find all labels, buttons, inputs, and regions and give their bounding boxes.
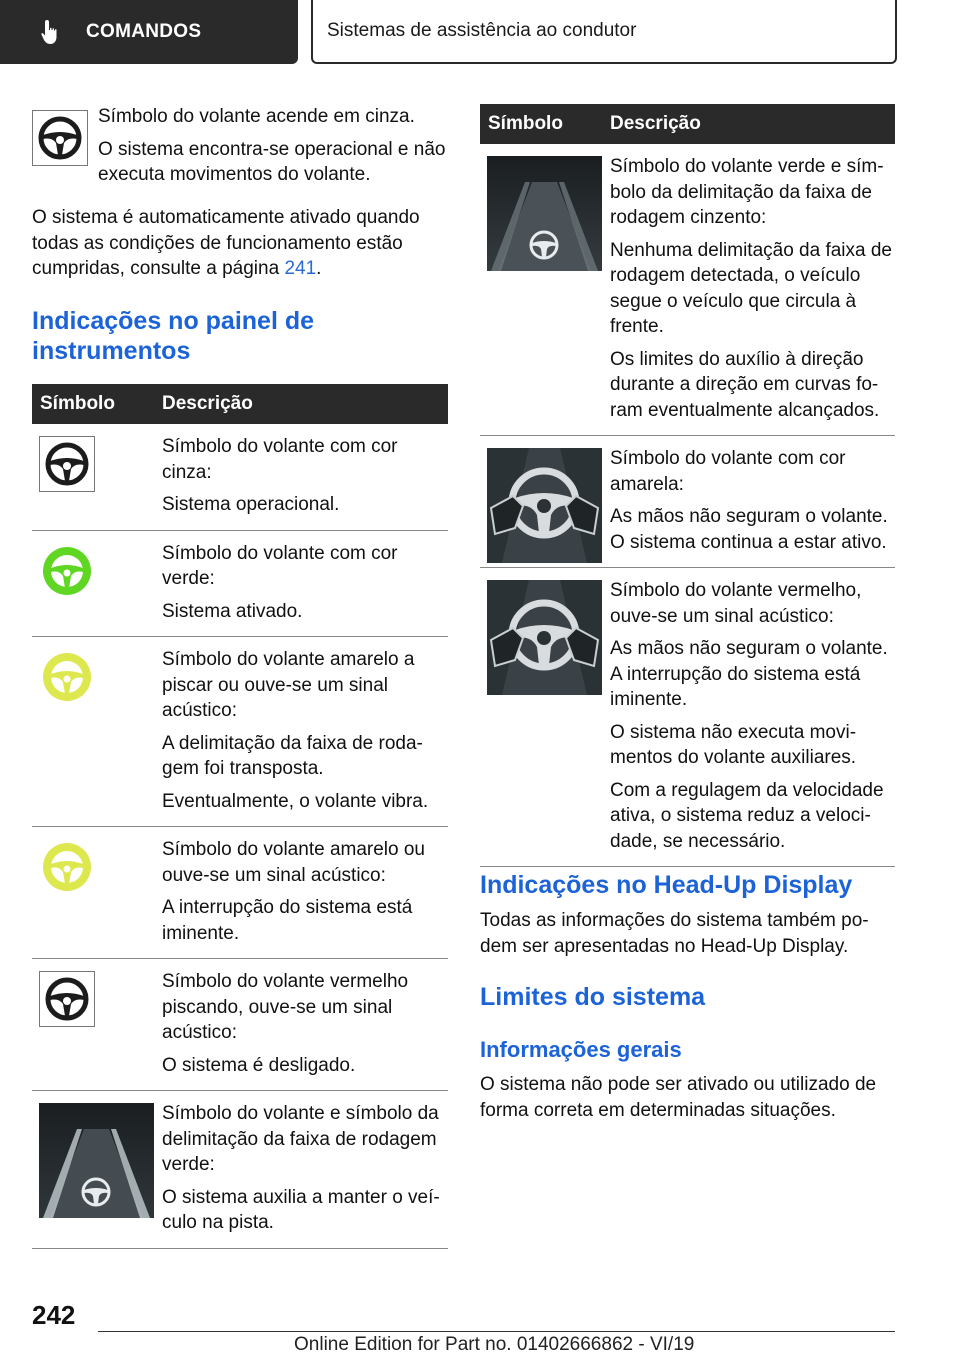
chapter-label: Sistemas de assistência ao condutor [327,20,637,41]
intro-icon-line: Símbolo do volante acende em cinza. [98,106,415,127]
hands-on-wheel-display-icon [487,580,602,695]
table-row [480,436,895,568]
table-row [480,568,895,867]
table-row [480,144,895,436]
steering-wheel-grey-icon [32,110,88,171]
row-text: Sistema ativado. [162,600,303,622]
steering-wheel-green-icon [39,543,95,599]
intro-paragraph-end: . [316,258,322,279]
row-text: Símbolo do volante com cor verde: [162,542,398,589]
row-text: Símbolo do volante verde e sím- bolo da delimitação da faixa de rodagem cinzento: [610,156,884,228]
section-label: COMANDOS [86,21,202,42]
page-link[interactable]: 241 [284,258,317,279]
row-text: A interrupção do sistema está iminente. [162,897,413,944]
subsection-title-general: Informações gerais [480,1037,682,1062]
row-text: Sistema operacional. [162,494,340,515]
row-text: Os limites do auxílio à direção durante a direção em curvas fo- ram eventualmente alcançados. [610,348,880,421]
limits-text: O sistema não pode ser ativado ou utilizado de forma correta em determinadas situações. [480,1074,877,1121]
column-header-description: Descrição [602,104,895,144]
row-text: Símbolo do volante com cor cinza: [162,436,398,483]
steering-wheel-yellow-icon [39,839,95,895]
row-text: Símbolo do volante amarelo ou ouve-se um sinal acústico: [162,839,425,886]
hud-text: Todas as informações do sistema também po- dem ser apresentadas no Head-Up Display. [480,910,869,957]
column-header-symbol: Símbolo [480,104,602,144]
row-text: O sistema auxilia a manter o veí- culo na pista. [162,1186,440,1233]
footer-edition: Online Edition for Part no. 01402666862 - VI/19 [294,1334,695,1355]
row-text: As mãos não seguram o volante. A interrupção do sistema está iminente. [610,638,888,710]
table-row [32,1091,448,1249]
intro-icon-description: O sistema encontra-se operacional e não executa movimentos do volante. [98,138,446,185]
row-text: Símbolo do volante vermelho piscando, ouve-se um sinal acústico: [162,971,409,1043]
lane-steering-display-icon [39,1103,154,1218]
row-text: As mãos não seguram o volante. O sistema continua a estar ativo. [610,506,888,553]
instrument-indicators-table [32,384,448,1249]
row-text: Nenhuma delimitação da faixa de rodagem detectada, o veículo segue o veículo que circula à frente. [610,239,893,337]
row-text: Eventualmente, o volante vibra. [162,790,429,812]
column-header-symbol: Símbolo [32,384,154,424]
table-row [32,637,448,827]
row-text: O sistema não executa movi- mentos do volante auxiliares. [610,721,857,768]
row-text: Símbolo do volante e símbolo da delimitação da faixa de rodagem verde: [162,1103,439,1175]
table-row [32,530,448,637]
steering-wheel-yellow-icon [39,649,95,705]
intro-paragraph-text: O sistema é automaticamente ativado quando todas as condições de funcionamento estão cumpridas, consulte a página [32,207,420,279]
hand-pointer-icon [40,18,64,46]
hands-on-wheel-display-icon [487,448,602,563]
row-text: O sistema é desligado. [162,1054,356,1076]
page-number: 242 [32,1300,76,1330]
section-title-instruments: Indicações no painel de instrumentos [32,307,315,365]
section-title-limits: Limites do sistema [480,983,706,1011]
display-indicators-table [480,104,895,867]
lane-grey-display-icon [487,156,602,271]
row-text: Símbolo do volante amarelo a piscar ou ouve-se um sinal acústico: [162,649,415,721]
steering-wheel-grey-icon [39,971,95,1027]
table-row [32,424,448,530]
section-title-hud: Indicações no Head-Up Display [480,871,853,899]
row-text: Símbolo do volante vermelho, ouve-se um sinal acústico: [610,580,862,627]
row-text: Com a regulagem da velocidade ativa, o sistema reduz a veloci- dade, se necessário. [610,779,884,852]
row-text: Símbolo do volante com cor amarela: [610,448,846,495]
row-text: A delimitação da faixa de roda- gem foi transposta. [162,732,423,779]
table-row [32,827,448,959]
intro-paragraph [32,205,448,282]
section-tab [0,0,298,64]
table-row [32,959,448,1091]
intro-icon-text [98,104,450,188]
steering-wheel-grey-icon [39,436,95,492]
footer-divider [98,1331,895,1332]
column-header-description: Descrição [154,384,448,424]
chapter-tab [311,0,897,64]
